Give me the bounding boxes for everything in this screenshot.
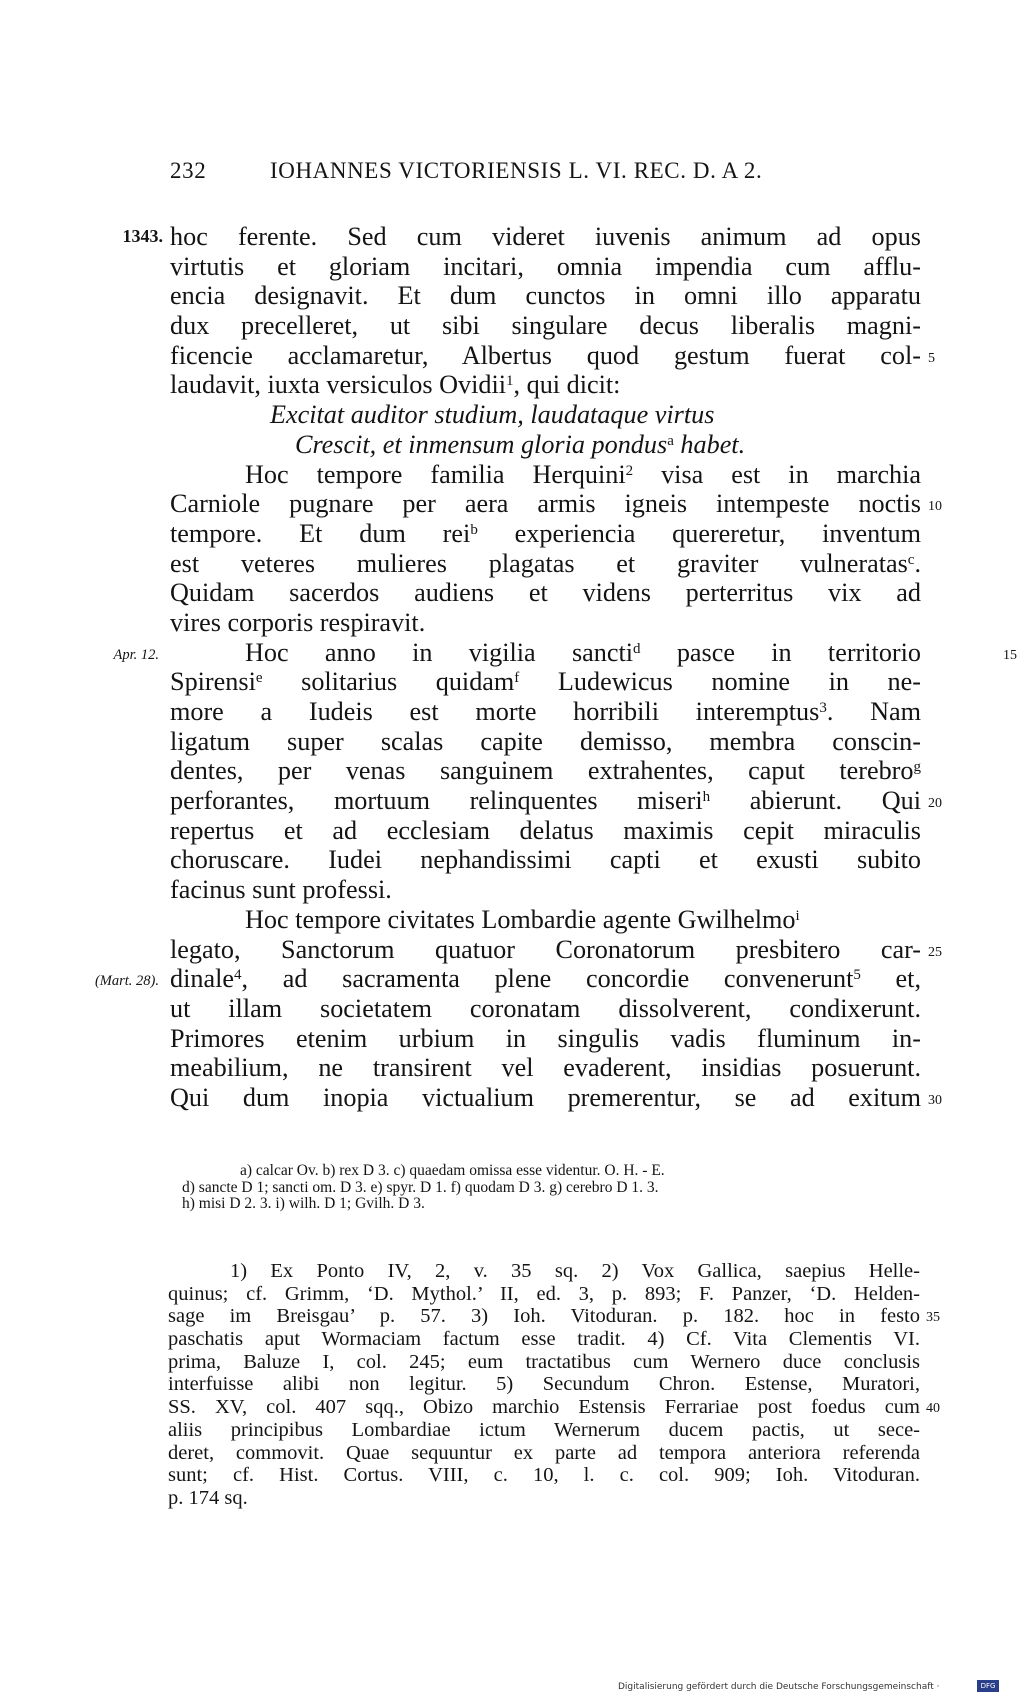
text-line: ligatum super scalas capite demisso, membra conscin-	[170, 726, 921, 756]
apparatus-ref: g	[913, 759, 921, 776]
footnote-line: sunt; cf. Hist. Cortus. VIII, c. 10, l. c. col. 909; Ioh. Vitoduran.	[168, 1464, 920, 1487]
footnotes	[168, 1260, 940, 1510]
apparatus-line: a) calcar Ov. b) rex D 3. c) quaedam omissa esse videntur. O. H. - E.	[240, 1162, 665, 1179]
footnote-line: interfuisse alibi non legitur. 5) Secundum Chron. Estense, Muratori,	[168, 1373, 920, 1396]
footnote-line: sage im Breisgau’ p. 57. 3) Ioh. Vitoduran. p. 182. hoc in festo 35	[168, 1305, 920, 1328]
text-line: meabilium, ne transirent vel evaderent, insidias posuerunt.	[170, 1053, 921, 1083]
line-number: 5	[928, 350, 935, 366]
text-line: laudavit, iuxta versiculos Ovidii$^1$, qui dicit:	[170, 370, 621, 400]
margin-date: Apr. 12.	[113, 646, 159, 663]
text-line: Hoc tempore familia Herquini$^2$ visa est in marchia	[245, 459, 921, 489]
apparatus-line: h) misi D 2. 3. i) wilh. D 1; Gvilh. D 3.	[182, 1195, 425, 1212]
text-line: Spirensi$^e$ solitarius quidam$^f$ Ludewicus nomine in ne-	[170, 667, 921, 697]
text-line: Apr. 12. Hoc anno in vigilia sancti$^d$ pasce in territorio 15	[170, 638, 921, 668]
year-marker: 1343.	[122, 226, 163, 246]
note-ref: 2	[625, 462, 634, 479]
text-line: Qui dum inopia victualium premerentur, se ad exitum 30	[170, 1083, 921, 1113]
page-header	[170, 158, 850, 188]
apparatus-ref: d	[633, 640, 641, 657]
dfg-logo: DFG	[977, 1680, 999, 1692]
digitization-credit: Digitalisierung gefördert durch die Deutsche Forschungsgemeinschaft ·	[618, 1682, 940, 1692]
critical-apparatus	[182, 1163, 922, 1213]
footnote-line: p. 174 sq.	[168, 1486, 248, 1509]
apparatus-ref: e	[255, 670, 263, 687]
text-line: vires corporis respiravit.	[170, 607, 426, 637]
text-line: more a Iudeis est morte horribili interemptus$^3$. Nam	[170, 697, 921, 726]
text-line: repertus et ad ecclesiam delatus maximis cepit miraculis	[170, 815, 921, 845]
footnote-line: paschatis aput Wormaciam factum esse tradit. 4) Cf. Vita Clementis VI.	[168, 1328, 920, 1351]
text-line: Carniole pugnare per aera armis igneis intempeste noctis 10	[170, 489, 921, 519]
line-number: 35	[926, 1310, 940, 1326]
line-number: 30	[928, 1092, 942, 1108]
text-line: tempore. Et dum rei$^b$ experiencia quereretur, inventum	[170, 518, 921, 548]
text-line: dux precelleret, ut sibi singulare decus liberalis magni-	[170, 311, 921, 341]
text-line: Quidam sacerdos audiens et videns perterritus vix ad	[170, 578, 921, 608]
text-line: est veteres mulieres plagatas et graviter vulneratas$^c$.	[170, 548, 921, 578]
text-line: facinus sunt professi.	[170, 875, 392, 905]
note-ref: 1	[506, 373, 514, 390]
text-line: encia designavit. Et dum cunctos in omni illo apparatu	[170, 281, 921, 311]
apparatus-ref: f	[514, 670, 520, 687]
text-line: (Mart. 28). dinale$^4$, ad sacramenta plene concordie convenerunt$^5$ et,	[170, 964, 921, 994]
note-ref: 3	[819, 699, 827, 716]
text-line: virtutis et gloriam incitari, omnia impendia cum afflu-	[170, 251, 921, 281]
text-line: dentes, per venas sanguinem extrahentes, caput terebro$^g$	[170, 756, 921, 786]
text-line: Hoc tempore civitates Lombardie agente Gwilhelmo$^i$	[245, 904, 800, 934]
footnote-line: quinus; cf. Grimm, ‘D. Mythol.’ II, ed. 3, p. 893; F. Panzer, ‘D. Helden-	[168, 1282, 920, 1305]
line-number: 25	[928, 944, 942, 960]
verse-line: Crescit, et inmensum gloria pondus$^a$ habet.	[295, 429, 746, 459]
text-line: ficencie acclamaretur, Albertus quod gestum fuerat col- 5	[170, 341, 921, 371]
line-number: 15	[1003, 647, 1017, 663]
verse-line: Excitat auditor studium, laudataque virtus	[270, 400, 715, 430]
text-line: 1343. hoc ferente. Sed cum videret iuvenis animum ad opus	[122, 222, 921, 251]
page-number: 232	[170, 158, 207, 183]
line-number: 40	[926, 1401, 940, 1417]
footnote-line: SS. XV, col. 407 sqq., Obizo marchio Estensis Ferrariae post foedus cum 40	[168, 1396, 920, 1419]
apparatus-ref: h	[702, 788, 711, 805]
line-number: 20	[928, 796, 942, 812]
apparatus-ref: c	[907, 551, 915, 568]
note-ref: 5	[853, 966, 861, 983]
apparatus-line: d) sancte D 1; sancti om. D 3. e) spyr. D 1. f) quodam D 3. g) cerebro D 1. 3.	[182, 1178, 659, 1196]
text-line: legato, Sanctorum quatuor Coronatorum presbitero car- 25	[170, 935, 921, 965]
margin-date: (Mart. 28).	[94, 973, 159, 990]
text-line: ut illam societatem coronatam dissolverent, condixerunt.	[170, 993, 921, 1023]
note-ref: 4	[234, 966, 242, 983]
line-number: 10	[928, 499, 942, 515]
footnote-line: deret, commovit. Quae sequuntur ex parte ad tempora anteriora referenda	[168, 1441, 920, 1464]
apparatus-ref: b	[470, 521, 478, 538]
text-line: Primores etenim urbium in singulis vadis fluminum in-	[170, 1023, 921, 1053]
footnote-line: aliis principibus Lombardiae ictum Wernerum ducem pactis, ut sece-	[168, 1418, 920, 1441]
main-text	[94, 222, 1017, 1113]
footnote-line: prima, Baluze I, col. 245; eum tractatibus cum Wernero duce conclusis	[168, 1350, 920, 1373]
running-title: IOHANNES VICTORIENSIS L. VI. REC. D. A 2.	[270, 158, 763, 183]
apparatus-ref: i	[795, 907, 800, 924]
apparatus-ref: a	[667, 432, 674, 449]
footnote-line: 1) Ex Ponto IV, 2, v. 35 sq. 2) Vox Gallica, saepius Helle-	[230, 1260, 920, 1282]
text-line: choruscare. Iudei nephandissimi capti et exusti subito	[170, 845, 921, 875]
text-line: perforantes, mortuum relinquentes miseri$^h$ abierunt. Qui 20	[170, 786, 921, 816]
